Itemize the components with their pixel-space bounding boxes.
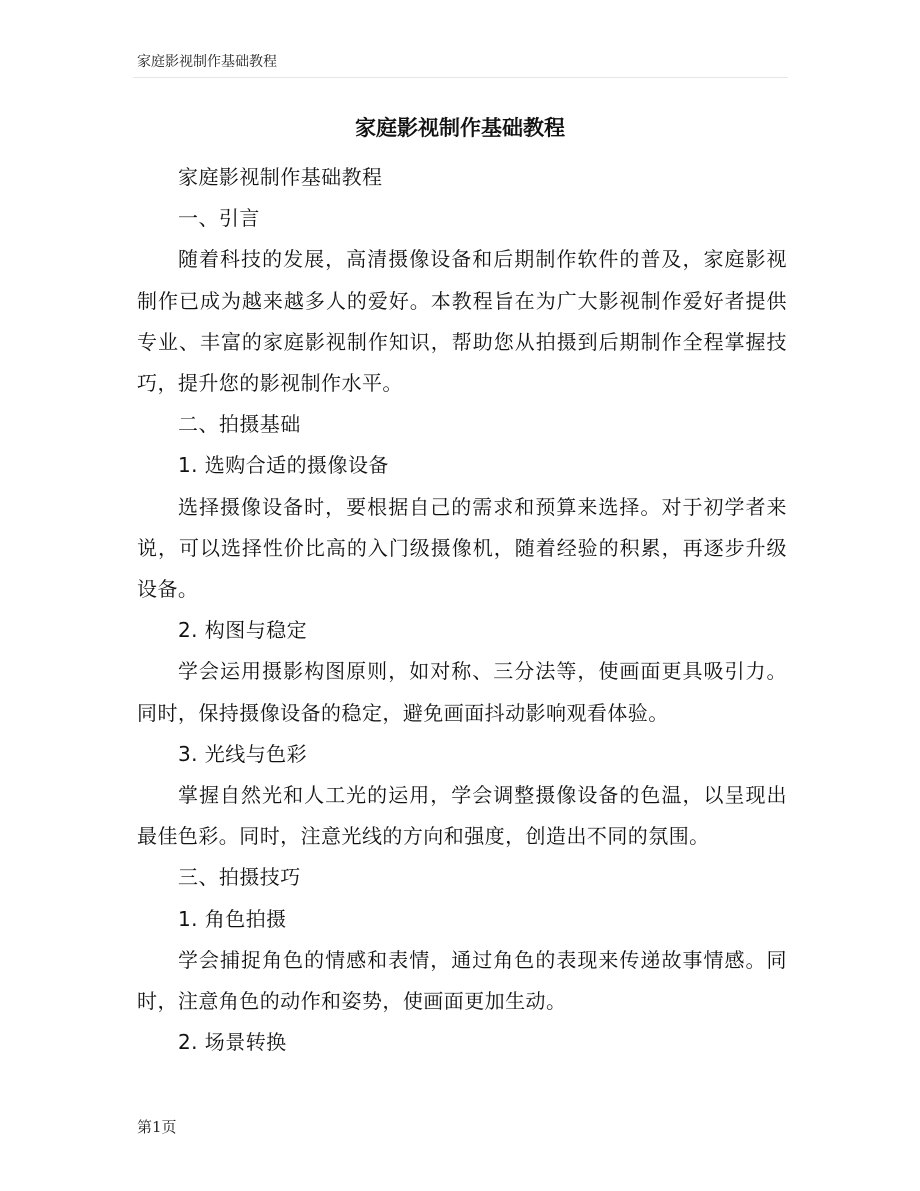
document-body [137, 157, 787, 1063]
running-header: 家庭影视制作基础教程 [137, 54, 277, 70]
document-title: 家庭影视制作基础教程 [355, 115, 565, 140]
section-heading-shooting-techniques: 三、拍摄技巧 [178, 865, 301, 890]
paragraph-subtitle: 家庭影视制作基础教程 [178, 165, 383, 189]
page-number: 第1页 [137, 1118, 177, 1136]
section-heading-introduction: 一、引言 [178, 206, 260, 231]
paragraph-light-color: 掌握自然光和人工光的运用，学会调整摄像设备的色温，以呈现出最佳色彩。同时，注意光线的方向和强度，创造出不同的氛围。 [137, 783, 787, 849]
subheading-scene-transition: 2. 场景转换 [178, 1030, 287, 1055]
subheading-character-shooting: 1. 角色拍摄 [178, 906, 287, 931]
paragraph-equipment: 选择摄像设备时，要根据自己的需求和预算来选择。对于初学者来说，可以选择性价比高的入门级摄像机，随着经验的积累，再逐步升级设备。 [137, 494, 787, 602]
section-heading-shooting-basics: 二、拍摄基础 [178, 412, 301, 437]
paragraph-composition: 学会运用摄影构图原则，如对称、三分法等，使画面更具吸引力。同时，保持摄像设备的稳定，避免画面抖动影响观看体验。 [137, 659, 787, 725]
subheading-equipment: 1. 选购合适的摄像设备 [178, 453, 389, 478]
subheading-light-color: 3. 光线与色彩 [178, 741, 308, 766]
paragraph-introduction: 随着科技的发展，高清摄像设备和后期制作软件的普及，家庭影视制作已成为越来越多人的爱好。本教程旨在为广大影视制作爱好者提供专业、丰富的家庭影视制作知识，帮助您从拍摄到后期制作全程掌握技巧，提升您的影视制作水平。 [137, 247, 787, 396]
subheading-composition: 2. 构图与稳定 [178, 618, 308, 643]
header-divider [133, 77, 788, 78]
paragraph-character-shooting: 学会捕捉角色的情感和表情，通过角色的表现来传递故事情感。同时，注意角色的动作和姿势，使画面更加生动。 [137, 947, 787, 1014]
